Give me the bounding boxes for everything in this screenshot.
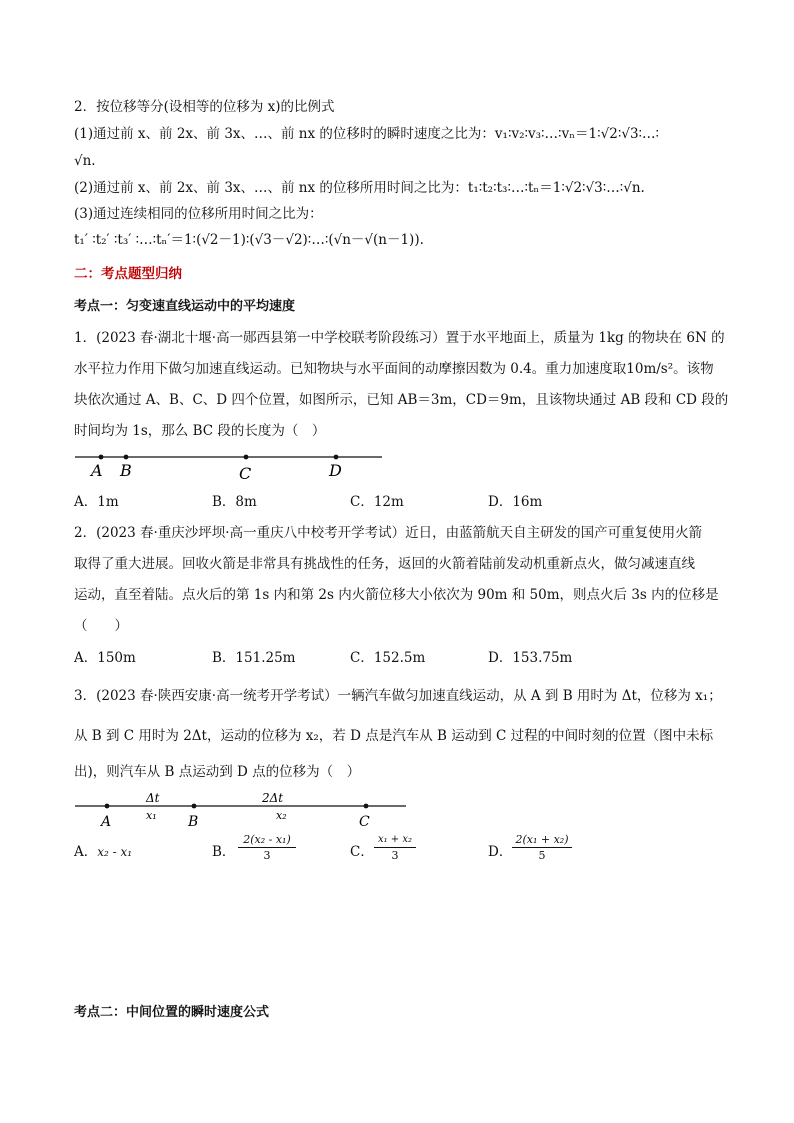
q3-2dt-label: 2Δt <box>262 791 284 805</box>
q1-point-d <box>334 455 339 460</box>
q1-label-d: D <box>329 461 342 480</box>
q3-option-c-numerator: x₁ + x₂ <box>374 832 416 848</box>
q2-option-a[interactable]: A．150m <box>74 650 136 666</box>
ratio-heading: 2．按位移等分(设相等的位移为 x)的比例式 <box>74 99 335 115</box>
q3-figure <box>60 786 420 830</box>
q1-point-b <box>124 455 129 460</box>
q3-label-a: A <box>101 814 112 830</box>
ratio-line-3: (3)通过连续相同的位移所用时间之比为： <box>74 206 323 222</box>
q3-option-a-expr: x₂ - x₁ <box>97 845 133 859</box>
q1-label-c: C <box>239 464 252 483</box>
q2-line-4: （ ） <box>74 618 128 634</box>
q3-option-c-denominator: 3 <box>391 849 399 862</box>
topic-2-title: 考点二：中间位置的瞬时速度公式 <box>74 1005 270 1020</box>
q1-figure <box>60 445 400 485</box>
q3-x2-label: x₂ <box>276 809 287 822</box>
q3-label-b: B <box>188 814 199 830</box>
q1-option-b[interactable]: B．8m <box>212 494 257 510</box>
q1-line-3: 块依次通过 A、B、C、D 四个位置，如图所示，已知 AB＝3m，CD＝9m，且该物块通过 AB 段和 CD 段的 <box>74 392 729 408</box>
q3-point-a <box>105 804 110 809</box>
q3-option-c-label: C． <box>350 844 374 860</box>
q3-line-1: 3．(2023 春·陕西安康·高一统考开学考试）一辆汽车做匀加速直线运动，从 A 到 B 用时为 Δt，位移为 x₁； <box>74 688 722 704</box>
q1-option-c[interactable]: C．12m <box>350 494 404 510</box>
ratio-line-1-cont: √n. <box>74 153 96 169</box>
q3-x1-label: x₁ <box>146 809 157 822</box>
q2-option-d[interactable]: D．153.75m <box>488 650 573 666</box>
q3-point-b <box>192 804 197 809</box>
ratio-line-2: (2)通过前 x、前 2x、前 3x、…、前 nx 的位移所用时间之比为：t₁∶t₂∶t₃∶…∶tₙ＝1∶√2∶√3∶…∶√n. <box>74 180 645 196</box>
q3-option-a-label: A． <box>74 844 98 860</box>
q2-line-1: 2．(2023 春·重庆沙坪坝·高一重庆八中校考开学考试）近日，由蓝箭航天自主研发的国产可重复使用火箭 <box>74 525 703 541</box>
q3-line-3: 出)，则汽车从 B 点运动到 D 点的位移为（ ） <box>74 764 361 780</box>
q3-option-a[interactable] <box>74 842 132 862</box>
q1-point-c <box>244 455 249 460</box>
q2-line-2: 取得了重大进展。回收火箭是非常具有挑战性的任务，返回的火箭着陆前发动机重新点火，做匀减速直线 <box>74 556 695 572</box>
q1-option-a[interactable]: A．1m <box>74 494 119 510</box>
ratio-line-3-formula: t₁′ ∶t₂′ ∶t₃′ ∶…∶tₙ′＝1∶(√2－1)∶(√3－√2)∶…∶(√n－√(n－1)). <box>74 232 424 248</box>
q3-option-d-label: D． <box>488 844 513 860</box>
q3-option-b-label: B． <box>212 844 236 860</box>
q3-option-b-denominator: 3 <box>263 849 271 862</box>
q3-point-c <box>364 804 369 809</box>
q1-line-4: 时间均为 1s，那么 BC 段的长度为（ ） <box>74 423 326 439</box>
topic-1-title: 考点一：匀变速直线运动中的平均速度 <box>74 299 296 314</box>
q3-line-2: 从 B 到 C 用时为 2Δt，运动的位移为 x₂，若 D 点是汽车从 B 运动到 C 过程的中间时刻的位置（图中未标 <box>74 728 714 744</box>
q2-option-b[interactable]: B．151.25m <box>212 650 296 666</box>
q1-point-a <box>99 455 104 460</box>
q3-option-d-numerator: 2(x₁ + x₂) <box>512 832 572 848</box>
q1-label-b: B <box>120 461 132 480</box>
q2-option-c[interactable]: C．152.5m <box>350 650 426 666</box>
q1-line-2: 水平拉力作用下做匀加速直线运动。已知物块与水平面间的动摩擦因数为 0.4。重力加速度取10m/s²。该物 <box>74 361 714 377</box>
q3-option-d-denominator: 5 <box>538 849 546 862</box>
q3-dt-label: Δt <box>146 791 160 805</box>
q3-option-b-numerator: 2(x₂ - x₁) <box>238 832 296 848</box>
q3-label-c: C <box>359 814 370 830</box>
q1-line-1: 1．(2023 春·湖北十堰·高一郧西县第一中学校联考阶段练习）置于水平地面上，质量为 1kg 的物块在 6N 的 <box>74 330 725 346</box>
ratio-line-1: (1)通过前 x、前 2x、前 3x、…、前 nx 的位移时的瞬时速度之比为：v₁∶v₂∶v₃∶…∶vₙ＝1∶√2∶√3∶…∶ <box>74 126 660 142</box>
q1-option-d[interactable]: D．16m <box>488 494 543 510</box>
q1-label-a: A <box>91 461 103 480</box>
q2-line-3: 运动，直至着陆。点火后的第 1s 内和第 2s 内火箭位移大小依次为 90m 和 50m，则点火后 3s 内的位移是 <box>74 587 719 603</box>
section-title: 二：考点题型归纳 <box>74 266 182 282</box>
